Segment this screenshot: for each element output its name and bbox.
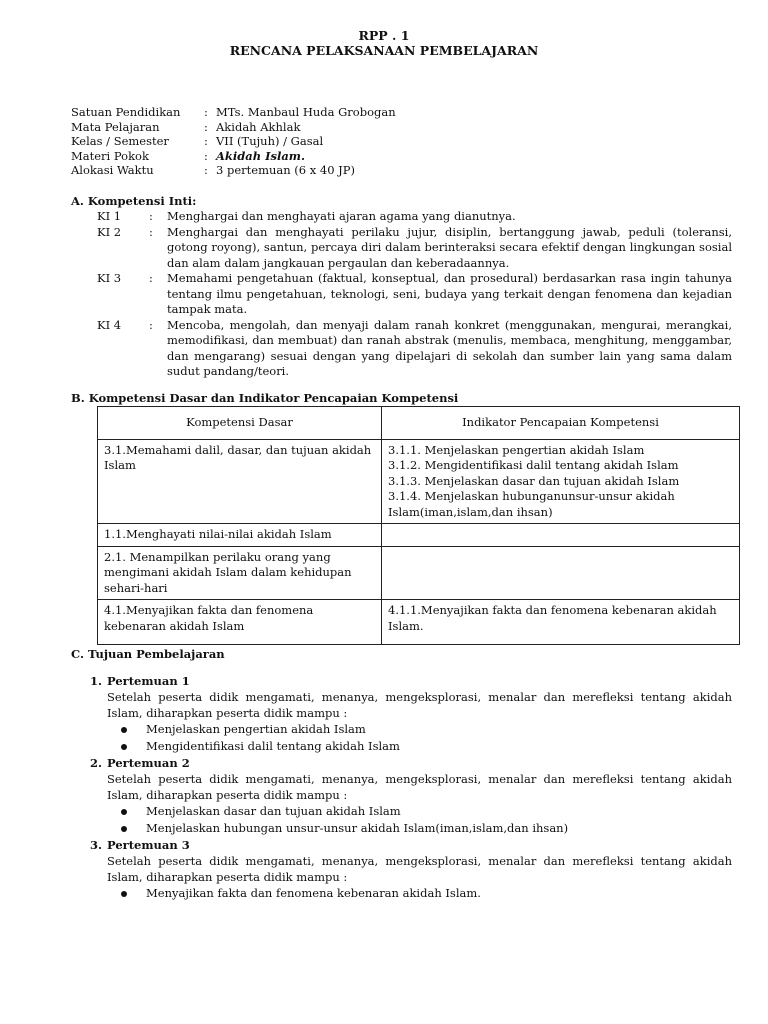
bullet-text: Menyajikan fakta dan fenomena kebenaran akidah Islam. bbox=[146, 886, 481, 900]
identity-label: Kelas / Semester bbox=[71, 134, 169, 148]
kd-cell: 3.1.Memahami dalil, dasar, dan tujuan akidah Islam bbox=[98, 439, 382, 524]
meeting-text: Setelah peserta didik mengamati, menanya, mengeksplorasi, menalar dan merefleksi tentang akidah Islam, diharapkan peserta didik mampu : bbox=[107, 772, 732, 802]
table-row bbox=[98, 524, 740, 547]
kd-cell: 4.1.Menyajikan fakta dan fenomena kebenaran akidah Islam bbox=[98, 600, 382, 645]
identity-row bbox=[71, 163, 396, 178]
indicator-cell bbox=[382, 439, 740, 524]
ki-row bbox=[97, 225, 732, 272]
kompetensi-inti-list bbox=[97, 209, 732, 380]
section-a-heading: A. Kompetensi Inti: bbox=[71, 194, 197, 208]
meeting-title bbox=[90, 755, 732, 771]
bullet-text: Menjelaskan hubungan unsur-unsur akidah Islam(iman,islam,dan ihsan) bbox=[146, 821, 569, 835]
identity-row bbox=[71, 120, 396, 135]
identity-value: VII (Tujuh) / Gasal bbox=[216, 134, 324, 148]
bullet-item bbox=[121, 820, 732, 837]
meeting-number: 3. bbox=[90, 838, 103, 852]
bullet-text: Menjelaskan dasar dan tujuan akidah Islam bbox=[146, 804, 401, 818]
indicator-item: 3.1.1. Menjelaskan pengertian akidah Islam bbox=[388, 442, 645, 457]
bullet-item bbox=[121, 803, 732, 820]
ki-text: Menghargai dan menghayati ajaran agama yang dianutnya. bbox=[167, 209, 516, 223]
identity-row bbox=[71, 134, 396, 149]
meeting-number: 1. bbox=[90, 674, 103, 688]
meeting-block bbox=[90, 673, 732, 755]
indicator-cell bbox=[382, 524, 740, 547]
meeting-title bbox=[90, 673, 732, 689]
indicator-item: 3.1.3. Menjelaskan dasar dan tujuan akidah Islam bbox=[388, 473, 680, 488]
bullet-icon bbox=[121, 803, 146, 820]
section-b-heading: B. Kompetensi Dasar dan Indikator Pencapaian Kompetensi bbox=[71, 391, 459, 405]
bullet-text: Mengidentifikasi dalil tentang akidah Islam bbox=[146, 739, 400, 753]
indicator-item: 3.1.2. Mengidentifikasi dalil tentang akidah Islam bbox=[388, 458, 679, 472]
bullet-icon bbox=[121, 820, 146, 837]
bullet-icon bbox=[121, 885, 146, 902]
kd-cell: 2.1. Menampilkan perilaku orang yang mengimani akidah Islam dalam kehidupan sehari-hari bbox=[98, 546, 382, 600]
meeting-block bbox=[90, 755, 732, 837]
ki-row bbox=[97, 209, 732, 225]
rpp-number: RPP . 1 bbox=[358, 28, 410, 43]
identity-value: MTs. Manbaul Huda Grobogan bbox=[216, 105, 396, 119]
colon: : bbox=[204, 163, 208, 177]
competency-table bbox=[97, 406, 740, 645]
colon: : bbox=[149, 271, 153, 285]
colon: : bbox=[204, 148, 208, 163]
ki-code: KI 4 bbox=[97, 317, 122, 332]
indicator-cell: 4.1.1.Menyajikan fakta dan fenomena kebenaran akidah Islam. bbox=[382, 600, 740, 645]
ki-text: Mencoba, mengolah, dan menyaji dalam ranah konkret (menggunakan, mengurai, merangkai, memodifikasi, dan membuat) dan ranah abstrak (menulis, membaca, menghitung, menggambar, dan mengarang) sesuai dengan yang dipelajari di sekolah dan sumber lain yang sama dalam sudut pandang/teori. bbox=[167, 317, 732, 378]
bullet-item bbox=[121, 721, 732, 738]
document-title: RENCANA PELAKSANAAN PEMBELAJARAN bbox=[229, 43, 539, 58]
identity-value: 3 pertemuan (6 x 40 JP) bbox=[216, 163, 356, 177]
meeting-label: Pertemuan 1 bbox=[107, 674, 190, 688]
table-row bbox=[98, 600, 740, 645]
meeting-block bbox=[90, 837, 732, 902]
section-c-heading: C. Tujuan Pembelajaran bbox=[71, 647, 225, 661]
ki-text: Menghargai dan menghayati perilaku jujur, disiplin, bertanggung jawab, peduli (toleransi, gotong royong), santun, percaya diri dalam berinteraksi secara efektif dengan lingkungan sosial dan alam dalam jangkauan pergaulan dan keberadaannya. bbox=[167, 224, 732, 270]
meeting-text: Setelah peserta didik mengamati, menanya, mengeksplorasi, menalar dan merefleksi tentang akidah Islam, diharapkan peserta didik mampu : bbox=[107, 854, 732, 884]
learning-objectives bbox=[90, 673, 732, 902]
colon: : bbox=[204, 134, 208, 148]
kd-cell: 1.1.Menghayati nilai-nilai akidah Islam bbox=[98, 524, 382, 547]
ki-row bbox=[97, 318, 732, 380]
indicator-cell bbox=[382, 546, 740, 600]
colon: : bbox=[149, 224, 153, 239]
identity-block bbox=[71, 105, 396, 178]
table-header-row bbox=[98, 407, 740, 440]
meeting-number: 2. bbox=[90, 756, 103, 770]
ki-row bbox=[97, 271, 732, 318]
bullet-text: Menjelaskan pengertian akidah Islam bbox=[146, 722, 366, 736]
bullet-item bbox=[121, 738, 732, 755]
header-indikator: Indikator Pencapaian Kompetensi bbox=[382, 407, 740, 440]
identity-label: Materi Pokok bbox=[71, 148, 149, 163]
meeting-text: Setelah peserta didik mengamati, menanya, mengeksplorasi, menalar dan merefleksi tentang akidah Islam, diharapkan peserta didik mampu : bbox=[107, 690, 732, 720]
identity-row bbox=[71, 149, 396, 164]
ki-text: Memahami pengetahuan (faktual, konseptual, dan prosedural) berdasarkan rasa ingin tahunya tentang ilmu pengetahuan, teknologi, seni, budaya yang terkait dengan fenomena dan kejadian tampak mata. bbox=[167, 271, 732, 316]
header-kompetensi-dasar: Kompetensi Dasar bbox=[98, 407, 382, 440]
identity-row bbox=[71, 105, 396, 120]
identity-label: Alokasi Waktu bbox=[71, 163, 154, 177]
colon: : bbox=[204, 119, 208, 134]
bullet-item bbox=[121, 885, 732, 902]
identity-value: Akidah Akhlak bbox=[216, 119, 301, 134]
ki-code: KI 1 bbox=[97, 209, 122, 223]
table-row bbox=[98, 439, 740, 524]
identity-label: Mata Pelajaran bbox=[71, 119, 160, 134]
bullet-icon bbox=[121, 721, 146, 738]
ki-code: KI 3 bbox=[97, 271, 122, 285]
colon: : bbox=[149, 317, 153, 332]
meeting-title bbox=[90, 837, 732, 853]
bullet-icon bbox=[121, 738, 146, 755]
indicator-item: 3.1.4. Menjelaskan hubunganunsur-unsur akidah Islam(iman,islam,dan ihsan) bbox=[388, 489, 675, 519]
meeting-label: Pertemuan 2 bbox=[107, 756, 190, 770]
table-row bbox=[98, 546, 740, 600]
identity-value: Akidah Islam. bbox=[216, 148, 305, 163]
ki-code: KI 2 bbox=[97, 224, 122, 239]
identity-label: Satuan Pendidikan bbox=[71, 105, 181, 119]
colon: : bbox=[204, 105, 208, 119]
colon: : bbox=[149, 209, 153, 223]
meeting-label: Pertemuan 3 bbox=[107, 838, 190, 852]
